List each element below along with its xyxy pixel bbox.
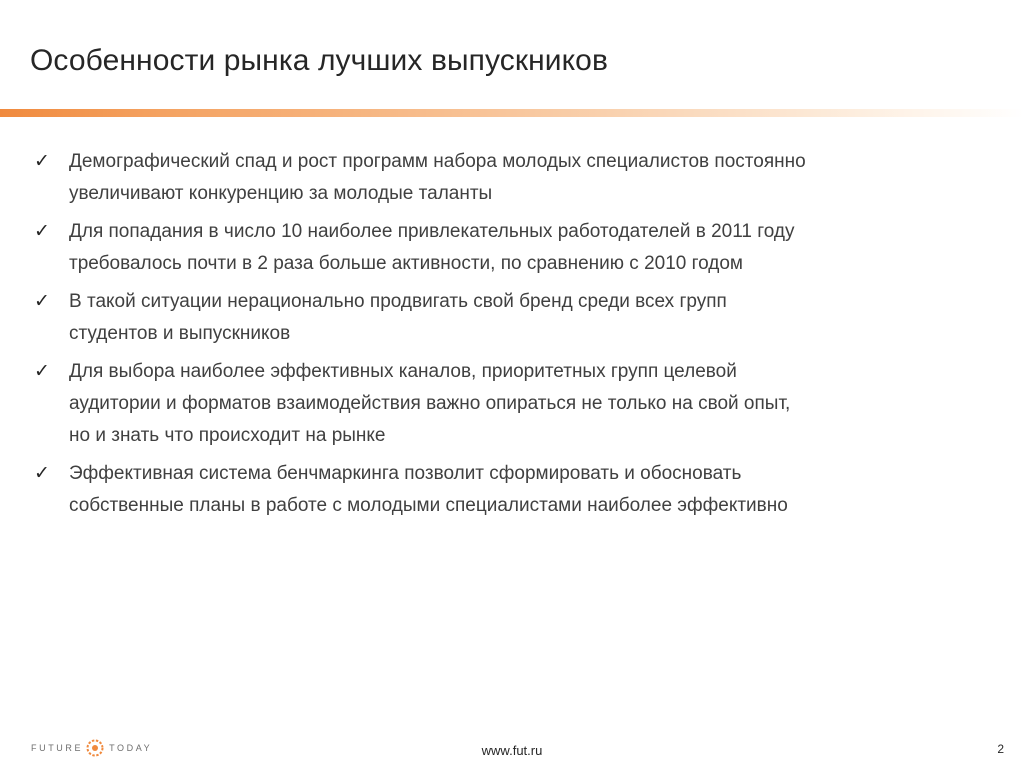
bullet-item: [34, 286, 994, 350]
checkmark-icon: ✓: [34, 151, 50, 172]
checkmark-icon: ✓: [34, 291, 50, 312]
bullet-line: Эффективная система бенчмаркинга позволит сформировать и обосновать: [69, 463, 742, 484]
bullet-line: увеличивают конкуренцию за молодые таланты: [69, 183, 493, 204]
logo-text-left: FUTURE: [31, 743, 84, 753]
bullet-line: аудитории и форматов взаимодействия важно опираться не только на свой опыт,: [69, 393, 791, 414]
title-accent-bar: [0, 109, 1024, 117]
bullet-line: В такой ситуации нерационально продвигать свой бренд среди всех групп: [69, 291, 727, 312]
bullet-line: студентов и выпускников: [69, 323, 291, 344]
page-number: 2: [997, 742, 1004, 756]
bullet-item: [34, 458, 994, 522]
bullet-line: Для попадания в число 10 наиболее привлекательных работодателей в 2011 году: [69, 221, 795, 242]
slide-title: Особенности рынка лучших выпускников: [30, 44, 608, 77]
checkmark-icon: ✓: [34, 221, 50, 242]
logo-text-right: TODAY: [109, 743, 153, 753]
bullet-item: [34, 216, 994, 280]
footer-url: www.fut.ru: [481, 743, 543, 758]
checkmark-icon: ✓: [34, 361, 50, 382]
bullet-item: [34, 146, 994, 210]
bullet-line: собственные планы в работе с молодыми специалистами наиболее эффективно: [69, 495, 788, 516]
bullet-list: [34, 146, 994, 528]
bullet-item: [34, 356, 994, 452]
bullet-line: Демографический спад и рост программ набора молодых специалистов постоянно: [69, 151, 806, 172]
bullet-line: но и знать что происходит на рынке: [69, 425, 386, 446]
checkmark-icon: ✓: [34, 463, 50, 484]
bullet-line: требовалось почти в 2 раза больше активности, по сравнению с 2010 годом: [69, 253, 743, 274]
bullet-line: Для выбора наиболее эффективных каналов, приоритетных групп целевой: [69, 361, 737, 382]
